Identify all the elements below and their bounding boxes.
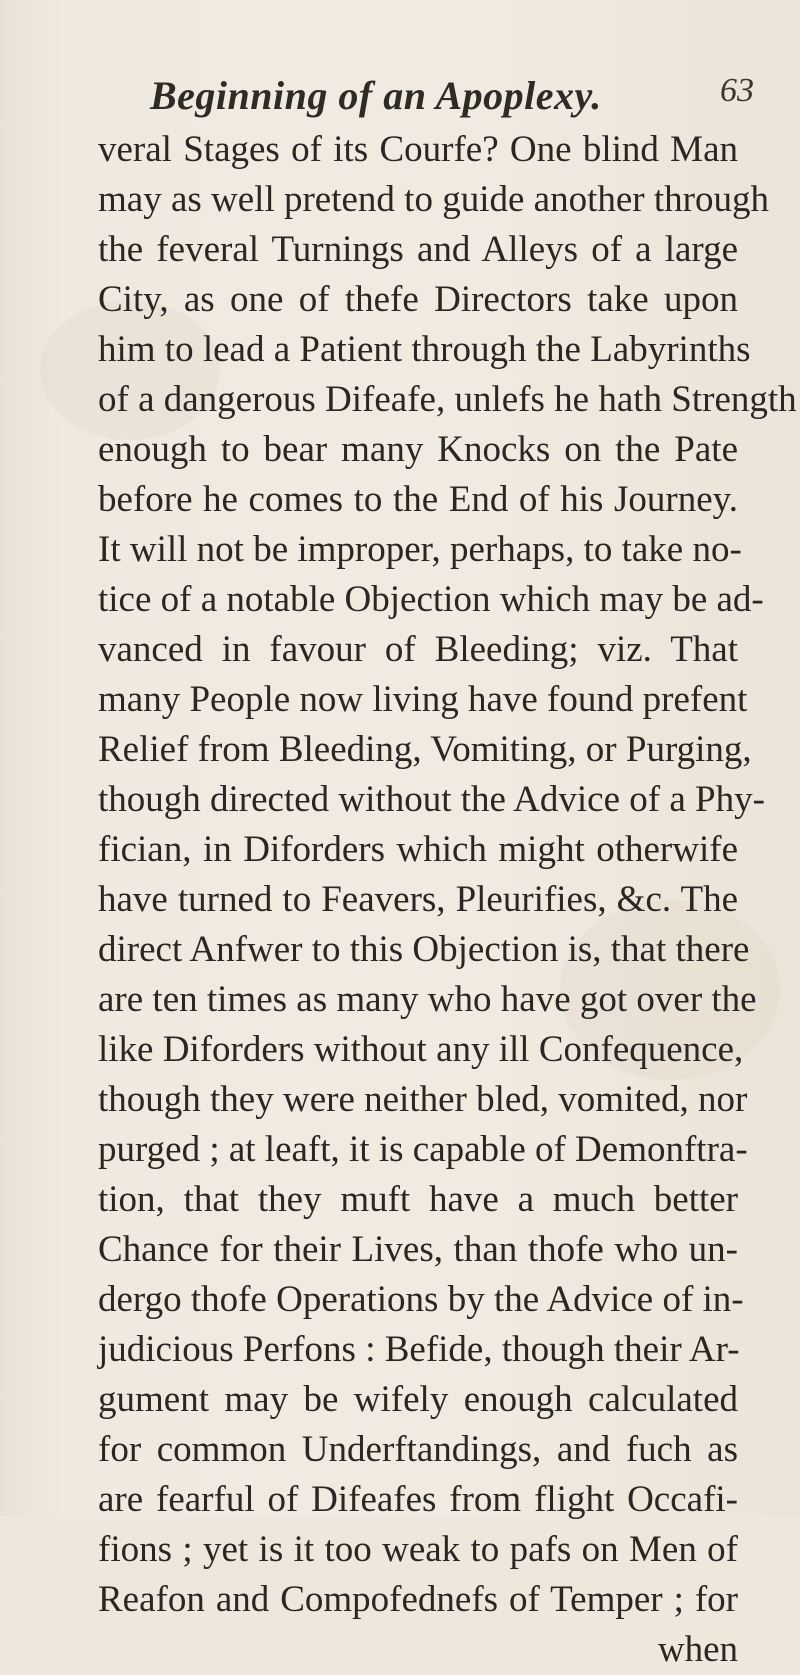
- text-line: are ten times as many who have got over the: [98, 979, 757, 1020]
- text-line: veral Stages of its Courfe? One blind Man: [98, 129, 738, 170]
- text-line: purged ; at leaft, it is capable of Demonftra-: [98, 1129, 748, 1170]
- text-line: Chance for their Lives, than thofe who un-: [98, 1229, 738, 1270]
- text-line: City, as one of thefe Directors take upon: [98, 279, 738, 320]
- page-number: 63: [720, 72, 754, 109]
- text-line: fician, in Diforders which might otherwife: [98, 829, 738, 870]
- text-line: enough to bear many Knocks on the Pate: [98, 429, 738, 470]
- text-line: are fearful of Difeafes from flight Occafi-: [98, 1479, 738, 1520]
- text-line: like Diforders without any ill Confequence,: [98, 1029, 744, 1070]
- text-line: dergo thofe Operations by the Advice of in-: [98, 1279, 744, 1320]
- catchword: when: [657, 1629, 738, 1670]
- text-line: before he comes to the End of his Journey.: [98, 479, 738, 520]
- text-line: tice of a notable Objection which may be ad-: [98, 579, 764, 620]
- text-line: though they were neither bled, vomited, nor: [98, 1079, 748, 1120]
- text-line: Reafon and Compofednefs of Temper ; for: [98, 1579, 738, 1620]
- text-line: the feveral Turnings and Alleys of a large: [98, 229, 738, 270]
- text-line: for common Underftandings, and fuch as: [98, 1429, 738, 1470]
- running-head: Beginning of an Apoplexy.: [150, 73, 602, 118]
- text-line: him to lead a Patient through the Labyrinths: [98, 329, 751, 370]
- text-line: though directed without the Advice of a Phy-: [98, 779, 765, 820]
- body-text: [98, 125, 797, 1675]
- text-line: direct Anfwer to this Objection is, that there: [98, 929, 750, 970]
- text-line: It will not be improper, perhaps, to take no-: [98, 529, 742, 570]
- text-line: have turned to Feavers, Pleurifies, &c. The: [98, 879, 738, 920]
- text-line: may as well pretend to guide another through: [98, 179, 769, 220]
- text-line: judicious Perfons : Befide, though their Ar-: [98, 1329, 740, 1370]
- text-line: Relief from Bleeding, Vomiting, or Purging,: [98, 729, 752, 770]
- text-line: fions ; yet is it too weak to pafs on Men of: [98, 1529, 738, 1570]
- text-line: vanced in favour of Bleeding; viz. That: [98, 629, 738, 670]
- text-line: many People now living have found prefent: [98, 679, 748, 720]
- text-line: tion, that they muft have a much better: [98, 1179, 738, 1220]
- text-line: of a dangerous Difeafe, unlefs he hath Strength: [98, 379, 797, 420]
- text-line: gument may be wifely enough calculated: [98, 1379, 738, 1420]
